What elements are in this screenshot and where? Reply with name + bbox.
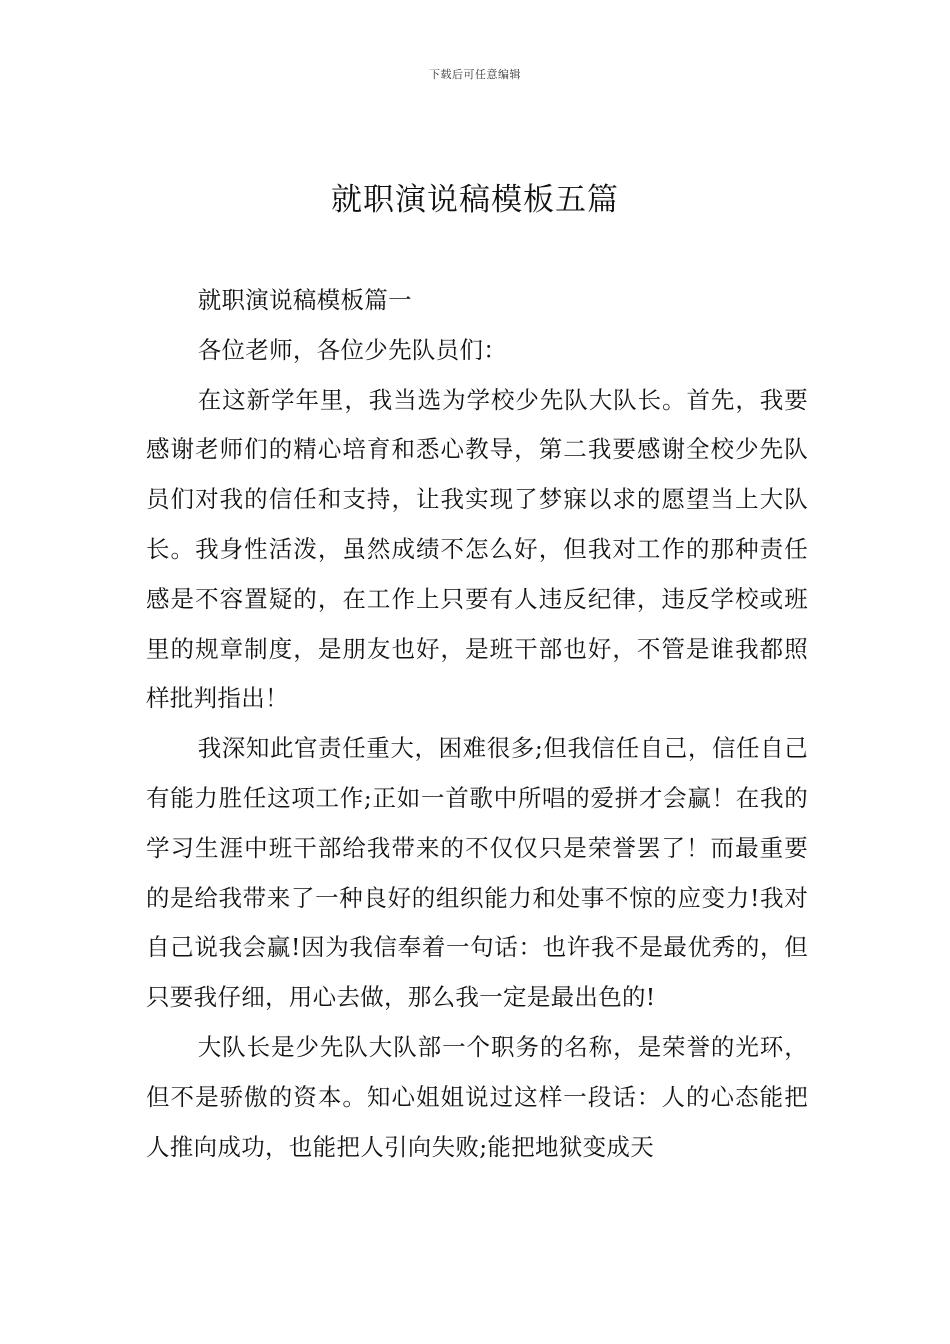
paragraph: 在这新学年里，我当选为学校少先队大队长。首先，我要感谢老师们的精心培育和悉心教导，第二我要感谢全校少先队员们对我的信任和支持，让我实现了梦寐以求的愿望当上大队长。我身性活泼，虽然成绩不怎么好，但我对工作的那种责任感是不容置疑的，在工作上只要有人违反纪律，违反学校或班里的规章制度，是朋友也好，是班干部也好，不管是谁我都照样批判指出！ — [146, 385, 808, 713]
document-title: 就职演说稿模板五篇 — [331, 182, 619, 218]
header-note: 下载后可任意编辑 — [429, 68, 521, 81]
salutation: 各位老师，各位少先队员们： — [197, 335, 508, 364]
document-body — [146, 276, 808, 1172]
paragraph: 大队长是少先队大队部一个职务的名称，是荣誉的光环，但不是骄傲的资本。知心姐姐说过这样一段话：人的心态能把人推向成功，也能把人引向失败;能把地狱变成天 — [146, 1032, 808, 1161]
section-heading: 就职演说稿模板篇一 — [197, 286, 412, 314]
paragraph: 我深知此官责任重大，困难很多;但我信任自己，信任自己有能力胜任这项工作;正如一首歌中所唱的爱拼才会赢！在我的学习生涯中班干部给我带来的不仅仅只是荣誉罢了！而最重要的是给我带来了一种良好的组织能力和处事不惊的应变力!我对自己说我会赢!因为我信奉着一句话：也许我不是最优秀的，但只要我仔细，用心去做，那么我一定是最出色的! — [146, 734, 808, 1012]
